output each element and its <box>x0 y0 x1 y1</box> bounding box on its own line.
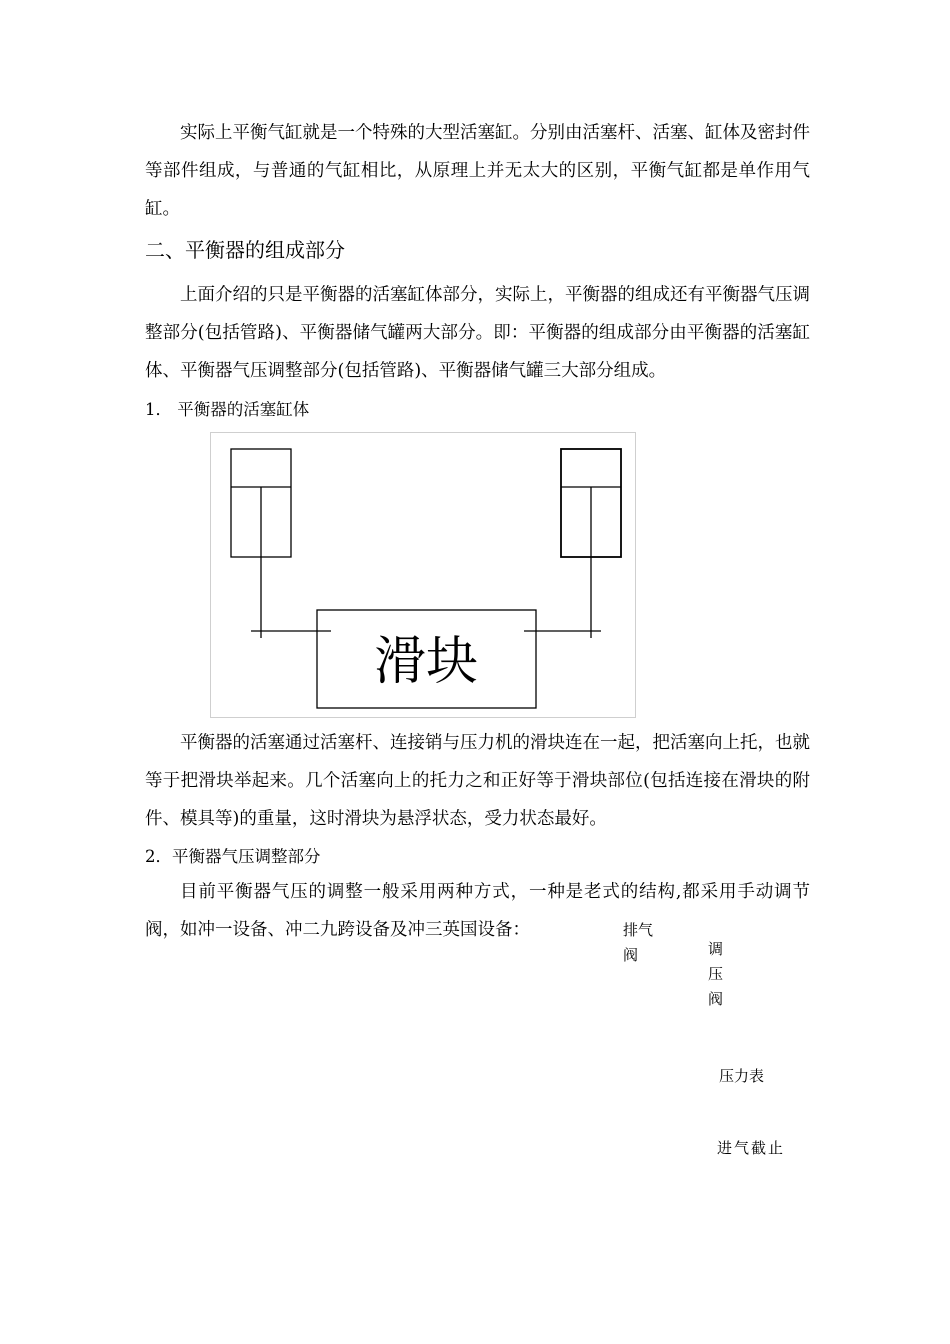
subsection-2-heading: 2．平衡器气压调整部分 <box>145 847 321 866</box>
pressure-paragraph: 目前平衡器气压的调整一般采用两种方式，一种是老式的结构,都采用手动调节阀，如冲一设备、冲二九跨设备及冲三英国设备： <box>145 882 810 940</box>
intake-shutoff-label: 进气截止 <box>717 1139 786 1157</box>
pressure-gauge-label: 压力表 <box>719 1067 765 1085</box>
regulating-valve-label: 调压阀 <box>708 940 724 1008</box>
balancer-cylinder-diagram <box>210 432 636 718</box>
subsection-1-heading: 1． 平衡器的活塞缸体 <box>145 400 310 419</box>
piston-paragraph: 平衡器的活塞通过活塞杆、连接销与压力机的滑块连在一起，把活塞向上托，也就等于把滑块举起来。几个活塞向上的托力之和正好等于滑块部位(包括连接在滑块的附件、模具等)的重量，这时滑块为悬浮状态，受力状态最好。 <box>145 733 810 829</box>
diagram-svg <box>211 433 637 719</box>
intro-paragraph: 实际上平衡气缸就是一个特殊的大型活塞缸。分别由活塞杆、活塞、缸体及密封件等部件组成，与普通的气缸相比，从原理上并无太大的区别，平衡气缸都是单作用气缸。 <box>145 123 810 219</box>
section-heading: 二、平衡器的组成部分 <box>145 238 345 262</box>
exhaust-valve-label: 排气阀 <box>623 921 654 964</box>
composition-paragraph: 上面介绍的只是平衡器的活塞缸体部分，实际上，平衡器的组成还有平衡器气压调整部分(包括管路)、平衡器储气罐两大部分。即：平衡器的组成部分由平衡器的活塞缸体、平衡器气压调整部分(包括管路)、平衡器储气罐三大部分组成。 <box>145 285 810 381</box>
slider-label: 滑块 <box>373 632 479 692</box>
